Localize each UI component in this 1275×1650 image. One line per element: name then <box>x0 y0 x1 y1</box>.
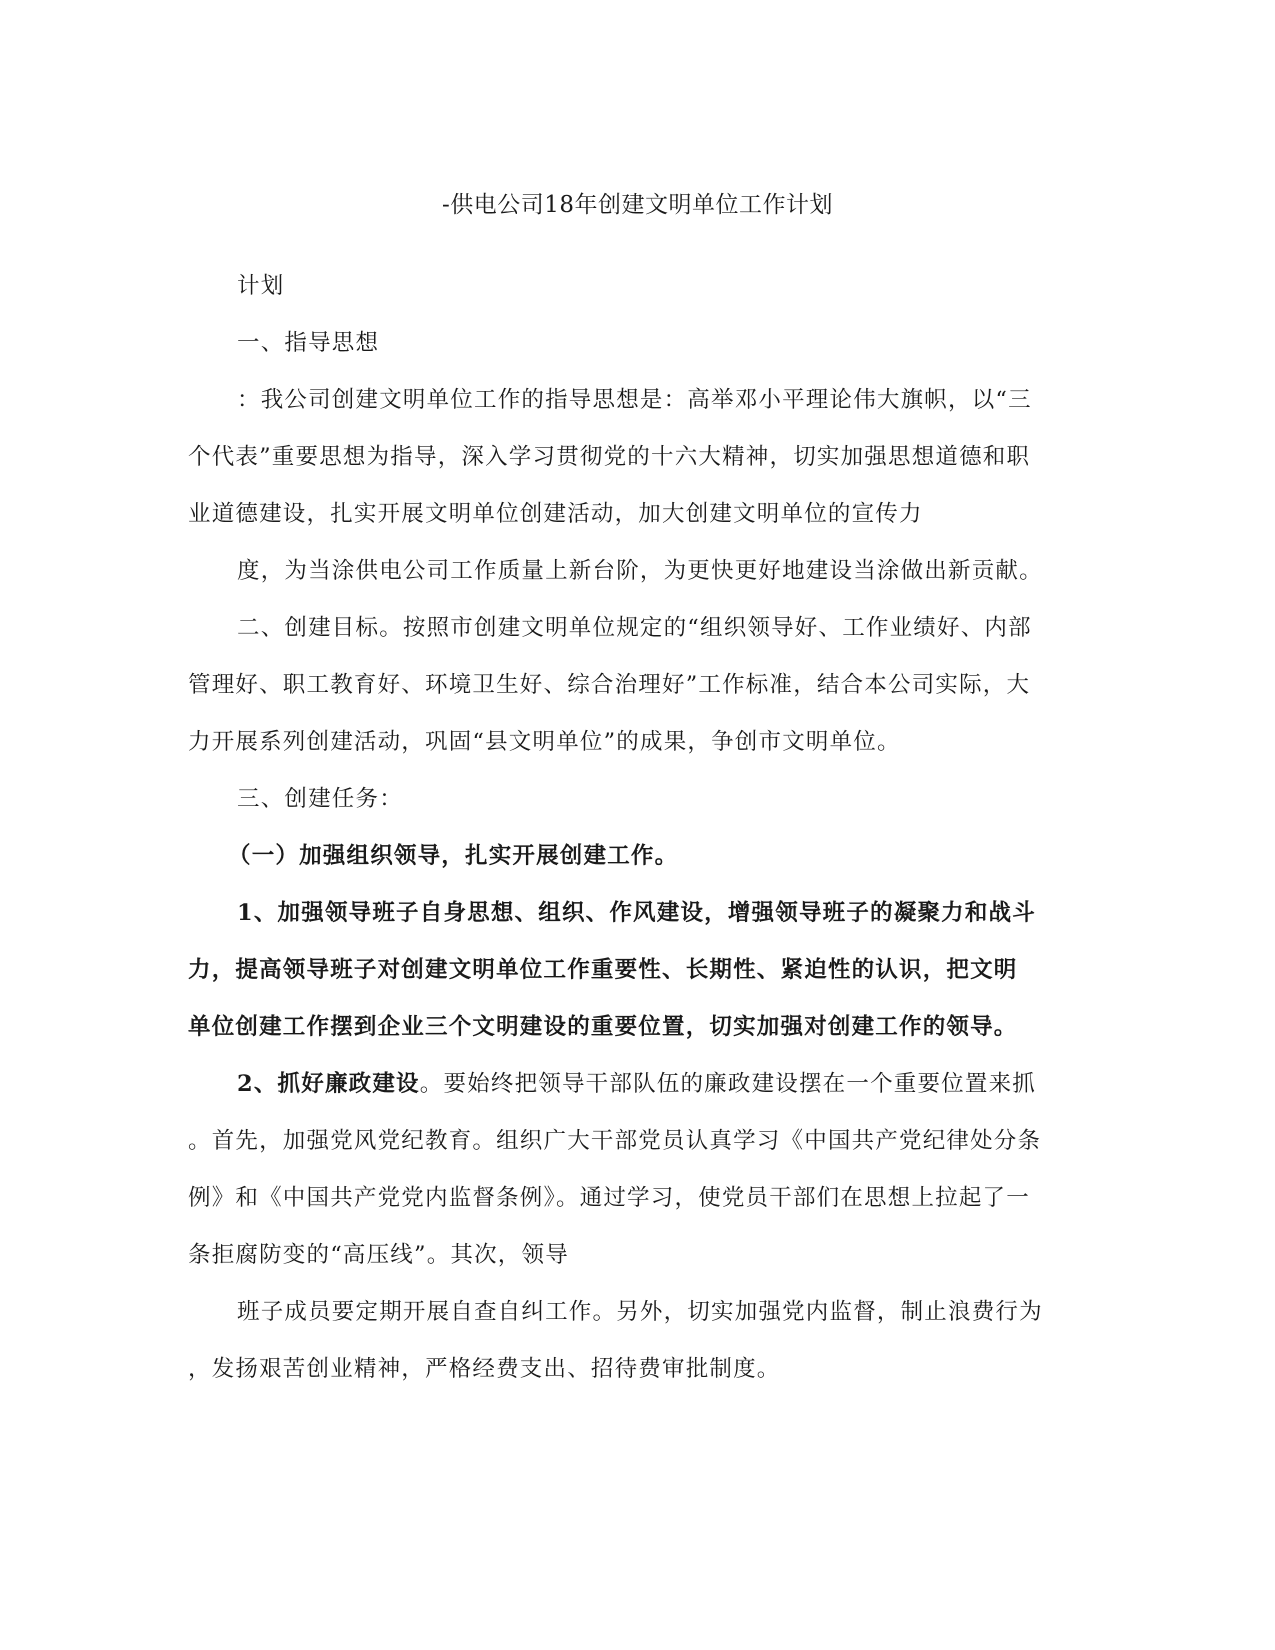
paragraph-line: 单位创建工作摆到企业三个文明建设的重要位置，切实加强对创建工作的领导。 <box>188 1014 1018 1040</box>
paragraph-line: 班子成员要定期开展自查自纠工作。另外，切实加强党内监督，制止浪费行为 <box>237 1299 1043 1325</box>
document-body <box>188 258 1086 1398</box>
section1-paragraph-continued: 度，为当涂供电公司工作质量上新台阶，为更快更好地建设当涂做出新贡献。 <box>237 558 1043 584</box>
paragraph-line: 管理好、职工教育好、环境卫生好、综合治理好”工作标准，结合本公司实际，大 <box>188 672 1031 698</box>
document-title: -供电公司18年创建文明单位工作计划 <box>441 192 834 218</box>
heading-plan: 计划 <box>237 273 285 299</box>
item2-lead: 2、抓好廉政建设 <box>237 1071 420 1097</box>
paragraph-line: ：我公司创建文明单位工作的指导思想是：高举邓小平理论伟大旗帜，以“三 <box>237 387 1032 413</box>
paragraph-line: 力开展系列创建活动，巩固“县文明单位”的成果，争创市文明单位。 <box>188 729 901 755</box>
item2-paragraph-continued <box>188 1284 1086 1398</box>
paragraph-line: 个代表”重要思想为指导，深入学习贯彻党的十六大精神，切实加强思想道德和职 <box>188 444 1031 470</box>
paragraph-line: 。首先，加强党风党纪教育。组织广大干部党员认真学习《中国共产党纪律处分条 <box>188 1128 1042 1154</box>
sub1-heading: （一）加强组织领导，扎实开展创建工作。 <box>228 843 679 869</box>
section2-paragraph <box>188 600 1086 771</box>
paragraph-line: 条拒腐防变的“高压线”。其次，领导 <box>188 1242 569 1268</box>
paragraph-line: 1、加强领导班子自身思想、组织、作风建设，增强领导班子的凝聚力和战斗 <box>237 900 1036 926</box>
item2-paragraph <box>188 1056 1086 1284</box>
paragraph-line: ，发扬艰苦创业精神，严格经费支出、招待费审批制度。 <box>188 1356 781 1382</box>
section1-paragraph <box>188 372 1086 543</box>
paragraph-line: 业道德建设，扎实开展文明单位创建活动，加大创建文明单位的宣传力 <box>188 501 923 527</box>
item2-first-line-rest: 。要始终把领导干部队伍的廉政建设摆在一个重要位置来抓 <box>419 1071 1036 1097</box>
paragraph-line: 二、创建目标。按照市创建文明单位规定的“组织领导好、工作业绩好、内部 <box>237 615 1032 641</box>
paragraph-line <box>188 1056 1086 1113</box>
item1-paragraph <box>188 885 1086 1056</box>
section3-heading: 三、创建任务： <box>237 786 403 812</box>
section1-heading: 一、指导思想 <box>237 330 380 356</box>
paragraph-line: 力，提高领导班子对创建文明单位工作重要性、长期性、紧迫性的认识，把文明 <box>188 957 1018 983</box>
paragraph-line: 例》和《中国共产党党内监督条例》。通过学习，使党员干部们在思想上拉起了一 <box>188 1185 1030 1211</box>
